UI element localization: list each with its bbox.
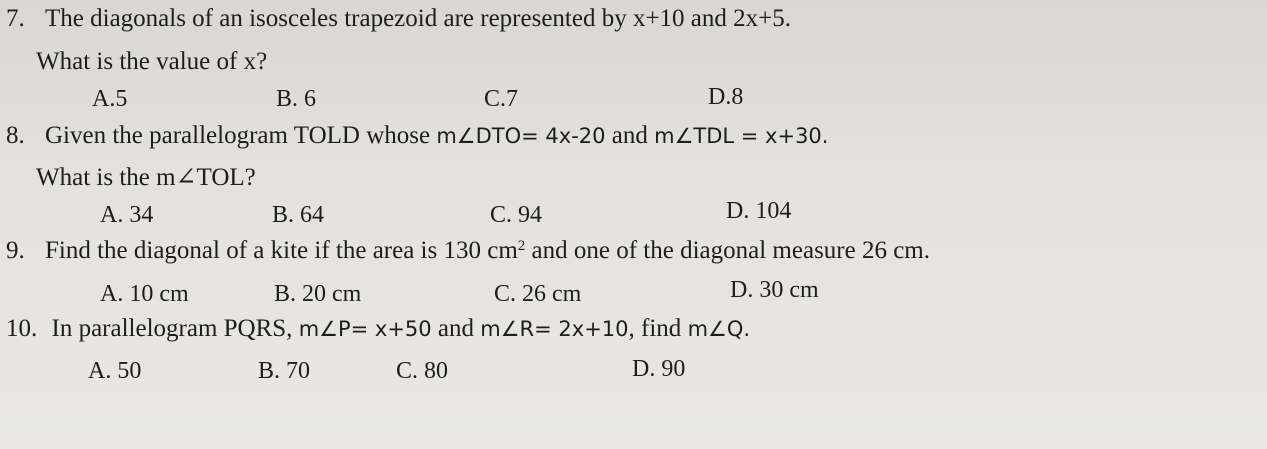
question-10-number: 10. (6, 315, 38, 342)
question-10 (6, 314, 750, 344)
question-7-choice-b[interactable]: B. 6 (276, 86, 317, 112)
question-8-choice-c[interactable]: C. 94 (490, 202, 543, 228)
question-10-angle-q: m∠Q. (687, 317, 751, 341)
question-10-text-a: In parallelogram PQRS, (51, 315, 299, 342)
question-8-angle-tdl: m∠TDL = x+30. (654, 124, 829, 148)
question-7-choice-a[interactable]: A.5 (92, 86, 128, 112)
question-8-text-a: Given the parallelogram TOLD whose (45, 122, 437, 149)
question-9-number: 9. (6, 237, 25, 264)
question-10-choice-a[interactable]: A. 50 (88, 358, 142, 384)
question-10-angle-r: m∠R= 2x+10 (480, 317, 629, 341)
question-9-superscript: 2 (517, 238, 526, 254)
question-8-choice-b[interactable]: B. 64 (272, 202, 325, 228)
question-7-number: 7. (6, 5, 25, 32)
question-10-choice-d[interactable]: D. 90 (632, 356, 686, 382)
question-9-text-a: Find the diagonal of a kite if the area is 130 cm (45, 237, 518, 264)
question-9-text-b: and one of the diagonal measure 26 cm. (525, 237, 931, 264)
question-8-stem: What is the m∠TOL? (36, 164, 256, 191)
question-10-choice-b[interactable]: B. 70 (258, 358, 311, 384)
question-8-number: 8. (6, 122, 25, 149)
question-9-choice-b[interactable]: B. 20 cm (274, 281, 362, 307)
question-10-choice-c[interactable]: C. 80 (396, 358, 449, 384)
question-8-choice-a[interactable]: A. 34 (100, 202, 154, 228)
question-9-choice-c[interactable]: C. 26 cm (494, 281, 582, 307)
question-9 (6, 236, 930, 266)
question-7-text: The diagonals of an isosceles trapezoid are represented by x+10 and 2x+5. (45, 5, 791, 32)
question-7-stem: What is the value of x? (36, 48, 268, 75)
question-8-angle-dto: m∠DTO= 4x-20 (436, 124, 606, 148)
question-7-choice-c[interactable]: C.7 (484, 86, 519, 112)
question-10-text-c: , find (628, 315, 688, 342)
question-8-choice-d[interactable]: D. 104 (726, 198, 792, 224)
question-9-choice-d[interactable]: D. 30 cm (730, 277, 819, 303)
question-8-text-b: and (605, 122, 655, 149)
question-7-choice-d[interactable]: D.8 (708, 84, 744, 110)
question-9-choice-a[interactable]: A. 10 cm (100, 281, 189, 307)
question-7 (6, 4, 791, 34)
question-10-text-b: and (431, 315, 481, 342)
question-10-angle-p: m∠P= x+50 (298, 317, 432, 341)
question-8 (6, 121, 828, 151)
